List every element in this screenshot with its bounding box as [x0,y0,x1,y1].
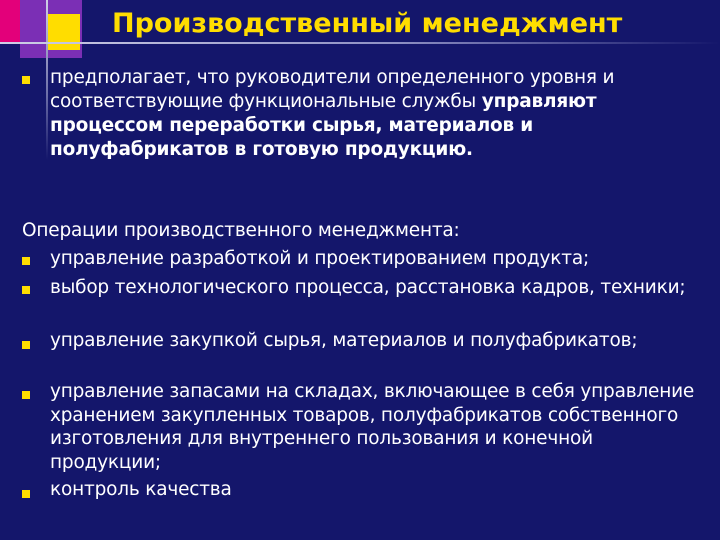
list-item: управление закупкой сырья, материалов и полуфабрикатов; [50,330,638,351]
operations-heading: Операции производственного менеджмента: [22,220,460,241]
list-item: выбор технологического процесса, расстановка кадров, техники; [50,277,686,298]
decor-horizontal-line [0,42,720,44]
bullet-square-icon [22,490,30,498]
intro-regular-text: предполагает, что руководители определенного уровня и соответствующие функциональные службы [50,67,615,112]
bullet-square-icon [22,286,30,294]
decor-yellow-square [46,14,80,50]
list-item: управление запасами на складах, включающее в себя управление хранением закупленных товаров, полуфабрикатов собственного изготовления для внутреннего пользования и конечной продукции; [50,381,695,473]
slide-title: Производственный менеджмент [112,8,623,39]
bullet-square-icon [22,257,30,265]
bullet-square-icon [22,341,30,349]
intro-paragraph [50,66,690,162]
list-item: управление разработкой и проектированием продукта; [50,248,589,269]
intro-bold-text: управляют процессом переработки сырья, материалов и полуфабрикатов в готовую продукцию. [50,91,597,160]
bullet-square-icon [22,76,30,84]
list-item: контроль качества [50,479,232,500]
bullet-square-icon [22,391,30,399]
decor-vertical-line [46,0,48,160]
